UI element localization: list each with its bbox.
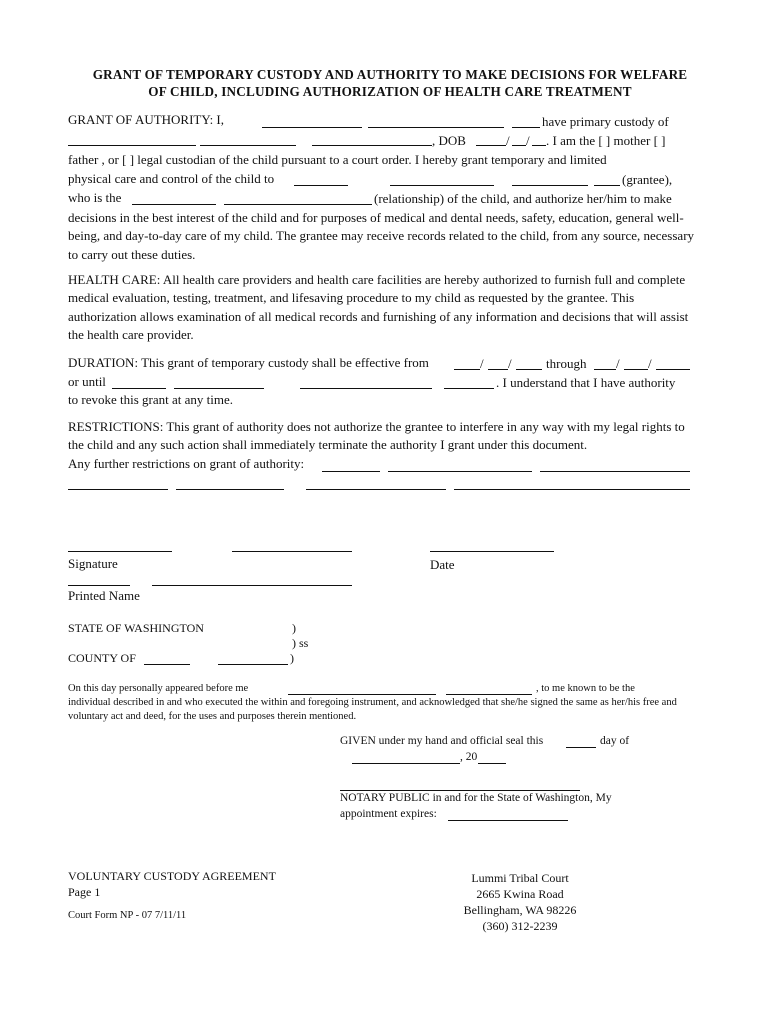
through-year-field[interactable]: [656, 369, 690, 370]
signature-label: Signature: [68, 556, 118, 571]
appointment-field[interactable]: [448, 820, 568, 821]
grantee-label: (grantee),: [622, 172, 673, 187]
through-label: through: [546, 356, 587, 371]
duration-label: DURATION: This grant of temporary custody shall be effective from: [68, 355, 429, 370]
given-day-field[interactable]: [566, 747, 596, 748]
date-line[interactable]: [430, 551, 554, 552]
grant-body-text: decisions in the best interest of the child and for purposes of medical and dental needs, safety, education, general well-being, and day-to-day care of my child. The grantee may receive records related to the child, from any source, necessary to carry out these duties.: [68, 210, 695, 262]
restrictions-line-2b[interactable]: [176, 489, 284, 490]
child-name-field[interactable]: [68, 145, 196, 146]
restrictions-field-2[interactable]: [388, 471, 532, 472]
grantee-field-4[interactable]: [594, 185, 620, 186]
appeared-field-1[interactable]: [288, 694, 436, 695]
restrictions-text: RESTRICTIONS: This grant of authority does not authorize the grantee to interfere in any way with my legal rights to the child and any such action shall immediately terminate the authority I grant under this document.: [68, 419, 685, 453]
title-line-2: OF CHILD, INCLUDING AUTHORIZATION OF HEALTH CARE TREATMENT: [148, 84, 632, 99]
footer-address: 2665 Kwina Road: [476, 887, 564, 901]
grantee-field-1[interactable]: [294, 185, 348, 186]
state-paren: ): [292, 621, 296, 635]
date-label: Date: [430, 557, 455, 572]
from-slash-1: /: [480, 356, 484, 371]
child-name-field-3[interactable]: [312, 145, 432, 146]
health-care-text: HEALTH CARE: All health care providers and health care facilities are hereby authorized to furnish full and complete medical evaluation, testing, treatment, and lifesaving procedure to my child as requested by the grantee. This authorization allows examination of all medical records and furnishing of any information and decisions that will assist the health care provider.: [68, 272, 689, 343]
from-month-field[interactable]: [454, 369, 480, 370]
footer-city: Bellingham, WA 98226: [463, 903, 577, 917]
county-field-1[interactable]: [144, 664, 190, 665]
restrictions-field-1[interactable]: [322, 471, 380, 472]
given-month-field[interactable]: [352, 763, 460, 764]
child-name-field-2[interactable]: [200, 145, 296, 146]
appeared-text-b: , to me known to be the: [536, 683, 635, 694]
footer-court-block: [440, 870, 600, 934]
through-slash-1: /: [616, 356, 620, 371]
title-line-1: GRANT OF TEMPORARY CUSTODY AND AUTHORITY TO MAKE DECISIONS FOR WELFARE: [92, 67, 688, 82]
appointment-text: appointment expires:: [340, 808, 437, 820]
from-slash-2: /: [508, 356, 512, 371]
from-year-field[interactable]: [516, 369, 542, 370]
until-field-2[interactable]: [174, 388, 264, 389]
signature-line-2[interactable]: [232, 551, 352, 552]
notary-signature-line[interactable]: [340, 790, 580, 791]
notary-public-text: NOTARY PUBLIC in and for the State of Washington, My: [340, 792, 612, 804]
from-day-field[interactable]: [488, 369, 508, 370]
given-year-field[interactable]: [478, 763, 506, 764]
understand-text: . I understand that I have authority: [496, 375, 676, 390]
relationship-field-2[interactable]: [224, 204, 372, 205]
footer-form-title: VOLUNTARY CUSTODY AGREEMENT: [68, 869, 276, 883]
through-day-field[interactable]: [624, 369, 648, 370]
dob-slash-2: /: [526, 133, 530, 148]
day-of-text: day of: [600, 735, 630, 747]
dob-month-field[interactable]: [476, 145, 506, 146]
footer-court-name: Lummi Tribal Court: [471, 871, 569, 885]
until-field-4[interactable]: [444, 388, 494, 389]
signature-line-1[interactable]: [68, 551, 172, 552]
footer-page: Page 1: [68, 885, 101, 899]
restrictions-line-2d[interactable]: [454, 489, 690, 490]
document-title: [60, 66, 720, 100]
dob-year-field[interactable]: [532, 145, 546, 146]
restrictions-line-2a[interactable]: [68, 489, 168, 490]
appeared-text-a: On this day personally appeared before me: [68, 683, 249, 694]
restrictions-field-3[interactable]: [540, 471, 690, 472]
printed-name-line-1[interactable]: [68, 585, 130, 586]
grantor-name-field-3[interactable]: [512, 127, 540, 128]
appeared-text-c: individual described in and who executed the within and foregoing instrument, and acknowledged that she/he signed the same as her/his free and voluntary act and deed, for the uses and purposes therein mentioned.: [68, 697, 677, 722]
footer-form-no: Court Form NP - 07 7/11/11: [68, 910, 187, 921]
year-text: , 20: [460, 751, 478, 763]
ss-label: ) ss: [292, 636, 309, 650]
until-field-3[interactable]: [300, 388, 432, 389]
county-paren: ): [290, 651, 294, 665]
relationship-field-1[interactable]: [132, 204, 216, 205]
grantee-field-2[interactable]: [390, 185, 494, 186]
through-slash-2: /: [648, 356, 652, 371]
county-field-2[interactable]: [218, 664, 288, 665]
grant-label: GRANT OF AUTHORITY: I,: [68, 112, 225, 127]
grantee-field-3[interactable]: [512, 185, 588, 186]
printed-name-label: Printed Name: [68, 588, 140, 603]
father-line: father , or [ ] legal custodian of the child pursuant to a court order. I hereby grant temporary and limited: [68, 152, 607, 167]
appeared-field-2[interactable]: [446, 694, 532, 695]
i-am-the-text: . I am the [ ] mother [ ]: [546, 133, 666, 148]
state-label: STATE OF WASHINGTON: [68, 621, 204, 635]
who-is-the-text: who is the: [68, 190, 122, 205]
given-text: GIVEN under my hand and official seal this: [340, 735, 544, 747]
or-until-label: or until: [68, 374, 106, 389]
physical-care-text: physical care and control of the child to: [68, 171, 275, 186]
restrictions-line-2c[interactable]: [306, 489, 446, 490]
footer-phone: (360) 312-2239: [482, 919, 558, 933]
have-custody-text: have primary custody of: [542, 114, 669, 129]
further-restrictions-label: Any further restrictions on grant of authority:: [68, 456, 305, 471]
grantor-name-field-2[interactable]: [368, 127, 504, 128]
dob-day-field[interactable]: [512, 145, 526, 146]
relationship-text: (relationship) of the child, and authorize her/him to make: [374, 191, 672, 206]
revoke-text: to revoke this grant at any time.: [68, 392, 233, 407]
through-month-field[interactable]: [594, 369, 616, 370]
grantor-name-field[interactable]: [262, 127, 362, 128]
printed-name-line-2[interactable]: [152, 585, 352, 586]
county-label: COUNTY OF: [68, 651, 136, 665]
dob-slash-1: /: [506, 133, 510, 148]
dob-label: , DOB: [432, 133, 466, 148]
until-field-1[interactable]: [112, 388, 166, 389]
